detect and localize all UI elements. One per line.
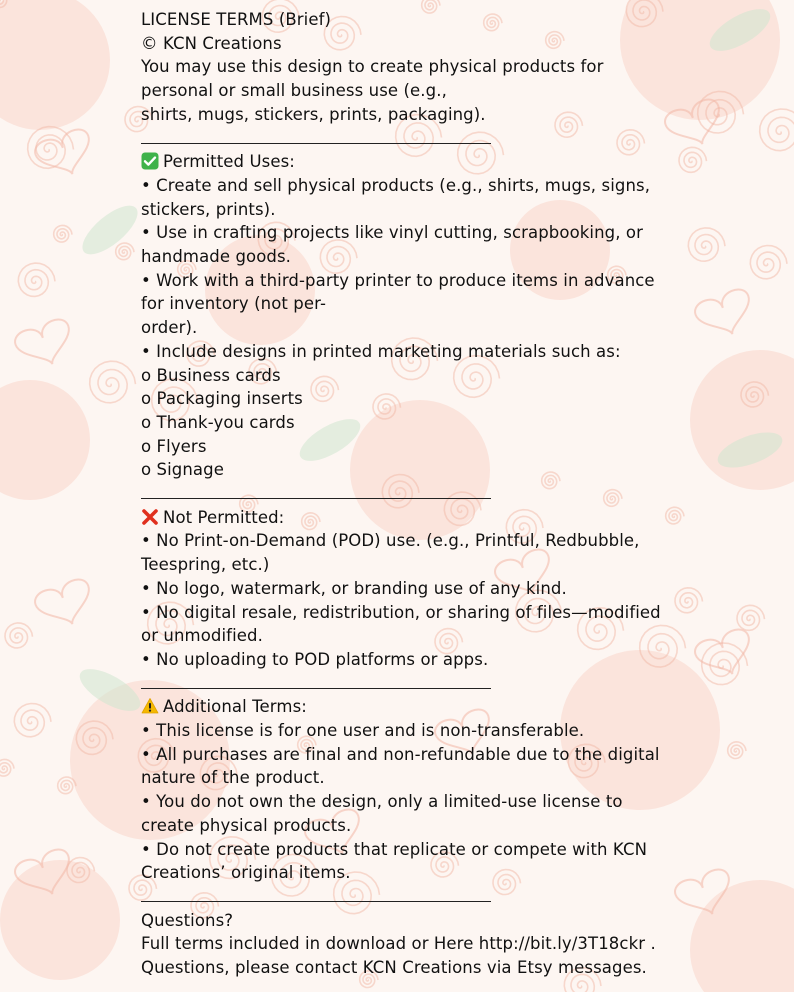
list-item: • Create and sell physical products (e.g., shirts, mugs, signs, [141,175,651,195]
swirl-decoration [14,704,51,737]
list-item: o Business cards [141,365,281,385]
questions-heading: Questions? [141,910,234,930]
not-permitted-list [141,529,671,671]
swirl-decoration [0,759,14,776]
list-item: • Use in crafting projects like vinyl cutting, scrapbooking, or [141,223,644,243]
questions-line: Full terms included in download or Here http://bit.ly/3T18ckr . [141,934,656,954]
swirl-decoration [5,623,33,648]
heart-outline [32,126,99,184]
permitted-heading-label: Permitted Uses: [163,152,295,172]
intro-line: You may use this design to create physical products for [141,57,604,77]
list-item: order). [141,318,198,338]
list-item: o Flyers [141,436,207,456]
list-item: o Thank-you cards [141,412,295,432]
list-item: nature of the product. [141,768,325,788]
section-divider [141,482,671,506]
not-permitted-heading-label: Not Permitted: [163,507,285,527]
list-item: Teespring, etc.) [141,555,270,575]
list-item: Creations’ original items. [141,863,351,883]
heart-outline [12,316,79,374]
list-item: create physical products. [141,815,352,835]
list-item: • No digital resale, redistribution, or sharing of files—modified [141,602,661,622]
copyright-line: © KCN Creations [141,33,282,53]
not-permitted-heading [141,506,671,530]
heart-outline [692,286,759,344]
swirl-decoration [58,777,76,794]
additional-terms-list [141,719,671,885]
additional-terms-heading-label: Additional Terms: [163,697,307,717]
list-item: • No uploading to POD platforms or apps. [141,649,489,669]
license-title: LICENSE TERMS (Brief) [141,10,332,29]
swirl-decoration [54,225,72,242]
peach-blob [690,350,794,490]
list-item: • Include designs in printed marketing materials such as: [141,341,621,361]
cross-mark-icon [141,508,159,526]
swirl-decoration [760,109,794,151]
swirl-decoration [18,263,55,296]
list-item: • No Print-on-Demand (POD) use. (e.g., Printful, Redbubble, [141,531,640,551]
license-document [141,8,671,980]
swirl-decoration [90,361,136,403]
list-item: • Work with a third-party printer to produce items in advance [141,270,655,290]
swirl-decoration [116,243,134,260]
questions-line: Questions, please contact KCN Creations via Etsy messages. [141,958,647,978]
intro-line: personal or small business use (e.g., [141,81,447,101]
section-divider [141,885,671,909]
additional-terms-heading [141,695,671,719]
swirl-decoration [688,228,725,261]
swirl-decoration [675,588,703,613]
swirl-decoration [28,127,74,169]
list-item: handmade goods. [141,247,292,267]
swirl-decoration [728,742,746,759]
list-item: o Signage [141,460,224,480]
list-item: • Do not create products that replicate or compete with KCN [141,839,648,859]
list-item: • No logo, watermark, or branding use of any kind. [141,578,567,598]
list-item: for inventory (not per- [141,294,327,314]
permitted-list [141,174,671,482]
list-item: o Packaging inserts [141,389,303,409]
list-item: stickers, prints). [141,199,276,219]
intro-line: shirts, mugs, stickers, prints, packaging). [141,104,486,124]
peach-blob [690,880,794,992]
leaf-shape [75,197,145,262]
heart-outline [32,576,99,634]
swirl-decoration [679,147,707,172]
peach-blob [0,380,90,500]
list-item: • You do not own the design, only a limited-use license to [141,792,623,812]
section-divider [141,672,671,696]
permitted-heading [141,150,671,174]
warning-icon [141,697,159,715]
list-item: • This license is for one user and is non-transferable. [141,721,585,741]
list-item: • All purchases are final and non-refundable due to the digital [141,744,660,764]
swirl-decoration [737,605,765,630]
check-box-icon [141,152,159,170]
peach-blob [0,0,110,130]
swirl-decoration [750,246,787,279]
list-item: or unmodified. [141,626,263,646]
section-divider [141,127,671,151]
